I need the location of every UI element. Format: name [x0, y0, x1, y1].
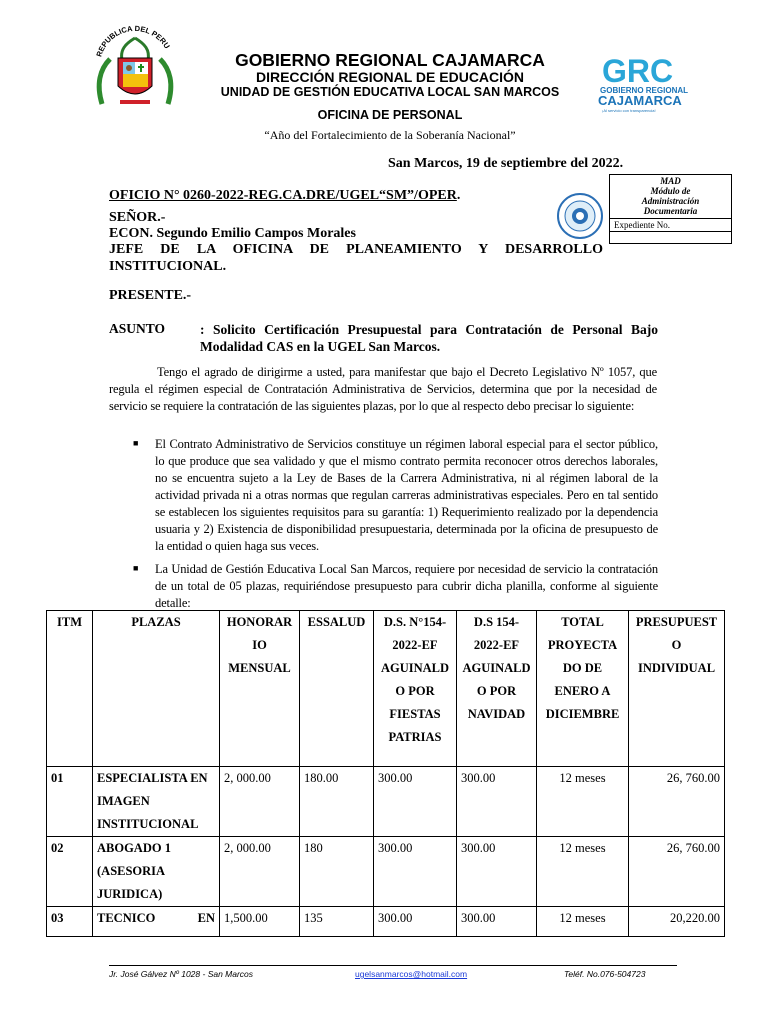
mad-stamp-box: [609, 174, 732, 244]
expediente-label: Expediente No.: [610, 218, 731, 232]
grc-logo-sub: GOBIERNO REGIONAL: [600, 86, 689, 95]
presente-label: PRESENTE.-: [109, 288, 192, 303]
col-header-itm: ITM: [47, 611, 93, 767]
budget-table: [46, 610, 725, 937]
oficio-number-end: .: [456, 188, 461, 203]
grc-logo-tagline: ¡Al servicio con transparencia!: [602, 108, 656, 113]
col-header-presupuesto: PRESUPUEST O INDIVIDUAL: [629, 611, 725, 767]
cell-aguinaldo-fiestas: 300.00: [374, 767, 457, 837]
direccion-title: DIRECCIÓN REGIONAL DE EDUCACIÓN: [255, 69, 525, 85]
col-header-honorario: HONORAR IO MENSUAL: [220, 611, 300, 767]
col-header-plazas: PLAZAS: [93, 611, 220, 767]
cell-aguinaldo-navidad: 300.00: [457, 767, 537, 837]
expediente-value: [610, 231, 731, 244]
footer-divider: [109, 965, 677, 966]
table-row: [47, 767, 725, 837]
cell-honorario: 2, 000.00: [220, 837, 300, 907]
recipient-title: JEFE DE LA OFICINA DE PLANEAMIENTO Y DESARROLLO INSTITUCIONAL.: [109, 242, 603, 274]
col-header-total: TOTAL PROYECTA DO DE ENERO A DICIEMBRE: [537, 611, 629, 767]
cell-plaza: ABOGADO 1 (ASESORIA JURIDICA): [93, 837, 220, 907]
bullet-marker: ■: [133, 563, 139, 573]
mad-line1: MAD: [660, 176, 681, 186]
cell-honorario: 2, 000.00: [220, 767, 300, 837]
cell-presupuesto: 26, 760.00: [629, 837, 725, 907]
cell-aguinaldo-fiestas: 300.00: [374, 907, 457, 937]
table-row: [47, 907, 725, 937]
bullet-paragraph-2: La Unidad de Gestión Educativa Local San Marcos, requiere por necesidad de servicio la contratación de un total de 05 plazas, requiriéndose presupuesto para cubrir dicha planilla, conforme al siguiente detalle:: [155, 562, 658, 610]
intro-paragraph-text: Tengo el agrado de dirigirme a usted, para manifestar que bajo el Decreto Legislativo Nº 1057, que regula el régimen especial de Contratación Administrativa de Servicios, determina que por la necesidad de servicio se requiere la contratación de las siguientes plazas, por lo que al respecto debo precisar lo siguiente:: [109, 365, 657, 413]
footer-email-link[interactable]: ugelsanmarcos@hotmail.com: [355, 969, 468, 979]
table-row: [47, 837, 725, 907]
cell-plaza: TECNICO EN: [93, 907, 220, 937]
intro-paragraph: [109, 364, 657, 415]
bullet-paragraph-1: El Contrato Administrativo de Servicios constituye un régimen laboral especial para el sector público, lo que produce que sea validado y que el mismo contrato permita reconocer otros derechos laborales, no se encuentra sujeto a la Ley de Bases de la Carrera Administrativa, ni al régimen laboral de la actividad privada ni a otras normas que regulan carreras administrativas especiales. Pero en tal sentido se establecen los siguientes requisitos para su garantía: 1) Requerimiento realizado por la dependencia usuaria y 2) Existencia de disponibilidad presupuestaria, determinada por la oficina de presupuesto de la entidad o quien haga sus veces.: [155, 437, 658, 553]
asunto-label: ASUNTO: [109, 321, 166, 336]
cell-honorario: 1,500.00: [220, 907, 300, 937]
cell-total: 12 meses: [537, 837, 629, 907]
cell-total: 12 meses: [537, 767, 629, 837]
mad-line4: Documentaria: [643, 206, 698, 216]
cell-itm: 03: [47, 907, 93, 937]
cell-total: 12 meses: [537, 907, 629, 937]
grc-logo-icon: [596, 52, 696, 114]
footer-phone: Teléf. No.076-504723: [564, 969, 646, 979]
cell-aguinaldo-navidad: 300.00: [457, 837, 537, 907]
oficina-title: OFICINA DE PERSONAL: [317, 108, 463, 122]
grc-logo-name: CAJAMARCA: [598, 93, 682, 108]
grc-seal-icon: [556, 192, 604, 240]
cell-aguinaldo-fiestas: 300.00: [374, 837, 457, 907]
asunto-text: : Solicito Certificación Presupuestal para Contratación de Personal Bajo Modalidad CAS en la UGEL San Marcos.: [200, 322, 658, 354]
peru-crest-icon: [90, 14, 180, 114]
cell-aguinaldo-navidad: 300.00: [457, 907, 537, 937]
footer-address: Jr. José Gálvez Nº 1028 - San Marcos: [109, 969, 254, 979]
recipient-name: ECON. Segundo Emilio Campos Morales: [109, 226, 356, 241]
letter-date: San Marcos, 19 de septiembre del 2022.: [388, 156, 624, 171]
oficio-number: [109, 188, 460, 204]
crest-text: REPUBLICA DEL PERU: [94, 23, 172, 58]
cell-essalud: 135: [300, 907, 374, 937]
unidad-title: UNIDAD DE GESTIÓN EDUCATIVA LOCAL SAN MARCOS: [220, 85, 560, 99]
bullet-marker: ■: [133, 438, 139, 448]
cell-itm: 01: [47, 767, 93, 837]
mad-line3: Administración: [641, 196, 700, 206]
cell-itm: 02: [47, 837, 93, 907]
col-header-essalud: ESSALUD: [300, 611, 374, 767]
col-header-aguinaldo-fiestas: D.S. N°154-2022-EF AGUINALD O POR FIESTAS PATRIAS: [374, 611, 457, 767]
year-motto: “Año del Fortalecimiento de la Soberanía Nacional”: [264, 128, 516, 142]
cell-plaza: ESPECIALISTA EN IMAGEN INSTITUCIONAL: [93, 767, 220, 837]
grc-logo-text: GRC: [602, 53, 674, 89]
col-header-aguinaldo-navidad: D.S 154-2022-EF AGUINALD O POR NAVIDAD: [457, 611, 537, 767]
salutation: SEÑOR.-: [109, 210, 166, 225]
org-title: GOBIERNO REGIONAL CAJAMARCA: [235, 50, 545, 70]
cell-essalud: 180.00: [300, 767, 374, 837]
cell-presupuesto: 26, 760.00: [629, 767, 725, 837]
cell-essalud: 180: [300, 837, 374, 907]
cell-presupuesto: 20,220.00: [629, 907, 725, 937]
oficio-number-text: OFICIO N° 0260-2022-REG.CA.DRE/UGEL“SM”/OPER: [109, 188, 457, 203]
mad-line2: Módulo de: [650, 186, 691, 196]
